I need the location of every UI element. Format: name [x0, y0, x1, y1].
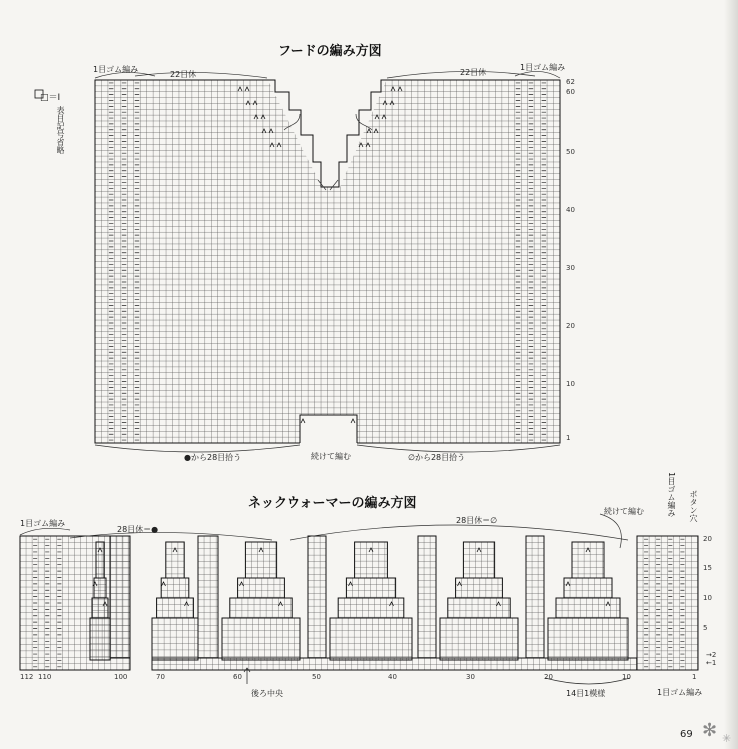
hood-rib-arc-left — [95, 72, 155, 78]
neck-tree-block-tier — [238, 578, 285, 598]
neck-tree-block-tier — [448, 598, 510, 618]
neck-rib-right — [644, 539, 684, 667]
neck-narrow-column — [526, 536, 544, 658]
legend-symbol: □＝Ⅰ — [40, 93, 61, 103]
neck-stitch-number: 20 — [544, 673, 553, 681]
neck-row-arrow: ←1 — [706, 659, 717, 667]
neck-row-number: 5 — [703, 624, 708, 632]
hood-bottom-gap — [300, 415, 357, 444]
neck-narrow-column — [198, 536, 218, 658]
neck-tree-block-tier — [548, 618, 628, 660]
neck-continue-label: 続けて編む — [604, 507, 644, 516]
neck-tree-block-tier — [338, 598, 404, 618]
neck-row-number: 15 — [703, 564, 712, 572]
neck-tree-block-tier — [330, 618, 412, 660]
neck-rib-label-bottom: 1目ゴム編み — [657, 688, 703, 697]
page-number: 69 — [680, 729, 693, 740]
neck-rest-label-left: 28目休＝● — [117, 525, 159, 534]
hood-row-number: 40 — [566, 206, 575, 214]
hood-pickup-arc-left — [95, 445, 300, 452]
hood-rest-arc-right — [387, 71, 535, 78]
neck-tree-block-tier — [222, 618, 300, 660]
neck-row-arrow: →2 — [706, 651, 717, 659]
neck-stitch-number: 30 — [466, 673, 475, 681]
hood-pickup-arc-right — [357, 445, 560, 452]
neck-repeat-label: 14目1模様 — [566, 689, 606, 698]
neck-tree-block-tier — [92, 598, 108, 618]
hood-continue-bottom-label: 続けて編む — [311, 452, 351, 461]
neck-narrow-column — [418, 536, 436, 658]
hood-pickup-right-label: ∅から28目拾う — [408, 453, 466, 462]
neck-rib-label-left: 1目ゴム編み — [20, 519, 66, 528]
legend-box — [35, 90, 43, 98]
neck-tree-block-tier — [152, 618, 198, 660]
neck-tree-block-tier — [90, 618, 110, 660]
neck-rest-arc-right — [290, 525, 628, 540]
hood-rib-arc-right — [515, 71, 560, 78]
hood-rib-label-left: 1目ゴム編み — [93, 65, 139, 74]
neck-stitch-number: 100 — [114, 673, 128, 681]
hood-row-number: 1 — [566, 434, 571, 442]
neck-narrow-column — [110, 536, 130, 658]
hood-rest-label-left: 22目休 — [170, 70, 197, 79]
hood-row-number: 20 — [566, 322, 575, 330]
neck-tree-block-tier — [440, 618, 518, 660]
hood-rest-arc-left — [135, 72, 267, 78]
hood-rib-label-right: 1目ゴム編み — [520, 63, 566, 72]
neck-row-number: 20 — [703, 535, 712, 543]
neck-stitch-number: 1 — [692, 673, 697, 681]
neck-rest-label-right: 28目休＝∅ — [456, 516, 498, 525]
neck-stitch-number: 60 — [233, 673, 242, 681]
legend-note: 表目記号省略 — [56, 106, 65, 154]
neck-buttonhole-label: ボタン穴 — [689, 490, 698, 522]
neck-stitch-number: 70 — [156, 673, 165, 681]
neck-stitch-number: 110 — [38, 673, 52, 681]
neck-rib-left — [33, 539, 61, 667]
neck-tree-block-tier — [157, 598, 194, 618]
hood-neck-notch — [267, 79, 387, 187]
neck-tree-block-tier — [94, 578, 106, 598]
neck-narrow-column — [308, 536, 326, 658]
hood-row-number: 60 — [566, 88, 575, 96]
small-snowflake-ornament-icon: ✳ — [722, 732, 732, 745]
neck-continue-arrow — [600, 514, 621, 548]
neck-stitch-number: 112 — [20, 673, 34, 681]
neck-stitch-number: 50 — [312, 673, 321, 681]
neck-tree-block-tier — [564, 578, 612, 598]
hood-chart-title: フードの編み方図 — [278, 44, 382, 59]
neck-row-number: 10 — [703, 594, 712, 602]
hood-rest-label-right: 22目休 — [460, 68, 487, 77]
neck-tree-block-tier — [346, 578, 395, 598]
neck-back-center-label: 後ろ中央 — [251, 689, 283, 698]
neck-tree-block-tier — [556, 598, 620, 618]
neck-tree-block-tier — [456, 578, 503, 598]
neck-repeat-brace — [545, 678, 630, 684]
neck-chart-title: ネックウォーマーの編み方図 — [248, 496, 417, 511]
neck-tree-block-tier — [230, 598, 292, 618]
hood-pickup-left-label: ●から28目拾う — [184, 453, 242, 462]
hood-row-number: 62 — [566, 78, 575, 86]
neck-rib-arc-left — [20, 528, 70, 535]
neck-stitch-number: 40 — [388, 673, 397, 681]
hood-row-number: 50 — [566, 148, 575, 156]
neck-rib-label-right-vertical: 1目ゴム編み — [667, 472, 676, 518]
hood-row-number: 10 — [566, 380, 575, 388]
neck-tree-block-tier — [161, 578, 189, 598]
snowflake-ornament-icon: ✻ — [702, 720, 718, 741]
hood-row-number: 30 — [566, 264, 575, 272]
neck-stitch-number: 10 — [622, 673, 631, 681]
